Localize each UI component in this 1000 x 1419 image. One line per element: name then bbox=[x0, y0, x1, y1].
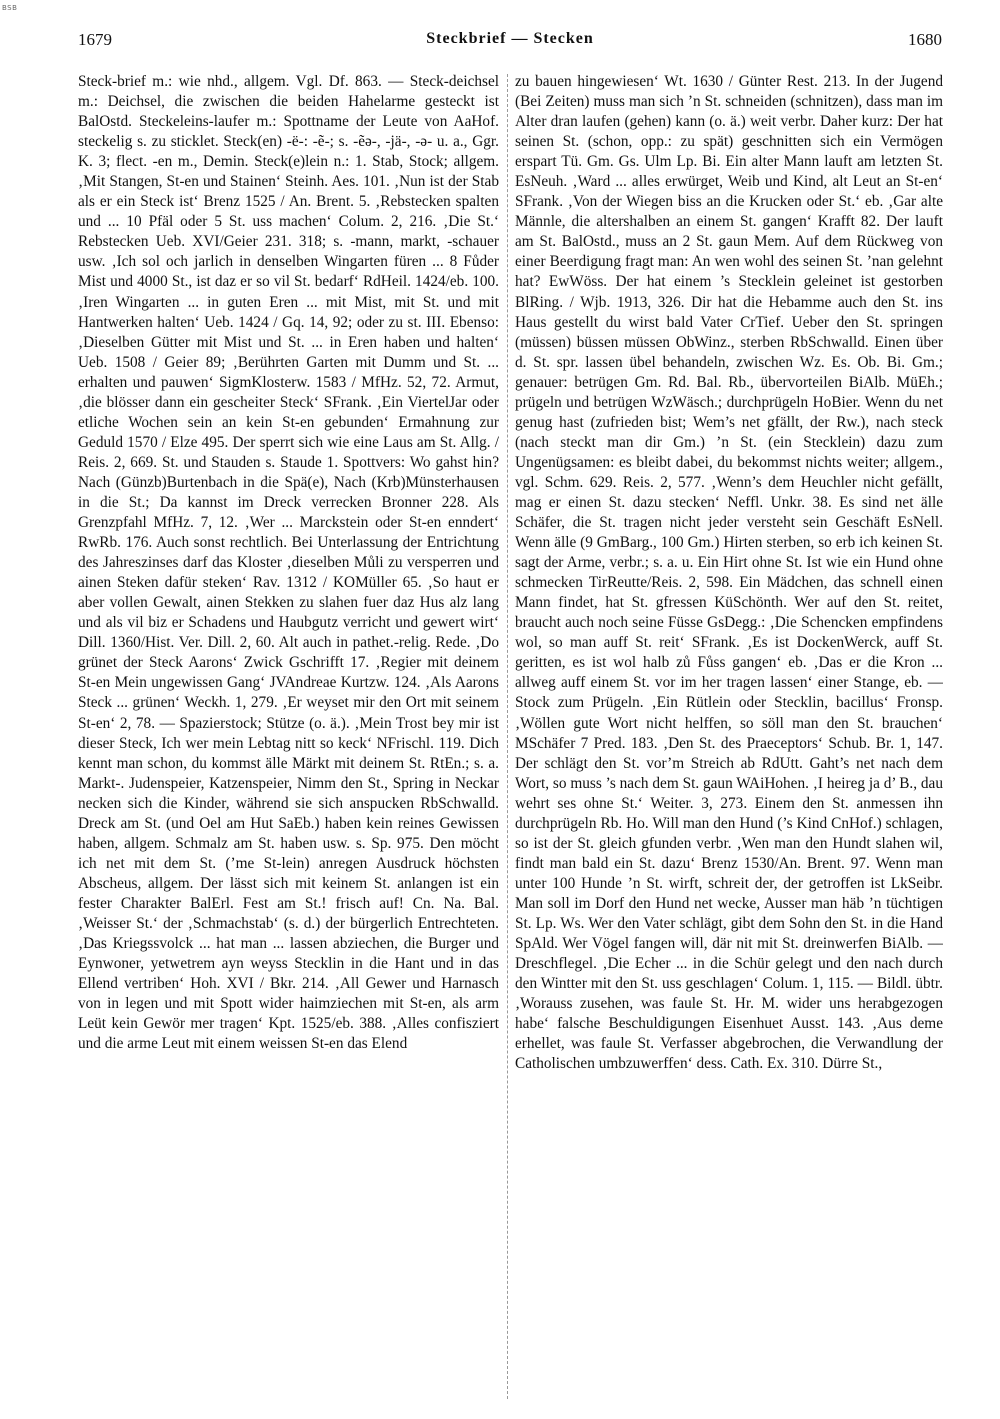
left-column bbox=[78, 72, 499, 1407]
right-column-text: zu bauen hingewiesen‘ Wt. 1630 / Günter Rest. 213. In der Jugend (Bei Zeiten) muss man sich ’n St. schneiden (schnitzen), dass man im Alter dran laufen (gehen) kann (o. ä.) weit verbr. Daher kurz: Der hat seinen St. (schon, opp.: zu spät) geschnitten sich ein Vermögen erspart Tü. Gm. Gs. Ulm Lp. Bi. Ein alter Mann lauft am letzten St. EsNeuh. ‚Ward ... alles erwürget, Weib und Kind, alt Leut an St-en‘ SFrank. ‚Von der Wiegen biss an die Krucken oder St.‘ eb. ‚Gar alte Männle, die altershalben an einem St. gangen‘ Krafft 82. Der lauft am St. BalOstd., muss an 2 St. gaun Mem. Auf dem Rückweg von einer Beerdigung fragt man: An wen wohl des seinen St. ’nan gelehnt hat? EwWöss. Der hat einem ’s Stecklein geleinet ist gestorben BlRing. / Wjb. 1913, 326. Dir hat die Hebamme auch den St. ins Haus gestellt du wirst bald Vater CrTief. Ueber den St. springen (müssen) büssen müssen ObWinz., sterben RbSchwalld. Einen über d. St. spr. lassen übel behandeln, zwischen Wz. Es. Ob. Bi. Gm.; genauer: betrügen Gm. Rd. Bal. Rb., übervorteilen BiAlb. MüEh.; prügeln und betrügen WzWäsch.; durchprügeln HoBier. Wenn du net genug hast (zufrieden bist; Wem’s net gfällt, der Rw.), nach steck (nach steckt man dir Gm.) ’n St. (ein Stecklein) dazu zum Ungenügsamen: es bleibt dabei, du bekommst nichts weiter; allgem., vgl. Schm. 629. Reis. 2, 577. ‚Wenn’s dem Heuchler nicht gefällt, mag er einen St. dazu stecken‘ Neffl. Unkr. 38. Es sind net älle Schäfer, die St. tragen nicht jeder versteht sein Geschäft EsNell. Wenn älle (9 GmBarg., 100 Gm.) Hirten sterben, so erb ich keinen St. sagt der Arme, verbr.; s. a. u. Ein Hirt ohne St. Ist wie ein Hund ohne schmecken TirReutte/Reis. 2, 598. Ein Mädchen, das schnell einen Mann findet, hat St. gfressen KüSchönth. Wer auf den St. reitet, braucht auch noch seine Füsse GsDegg.: ‚Die Schencken empfindens wol, so man auff St. reit‘ SFrank. ‚Es ist DockenWerck, auff St. geritten, es ist wol halb zů Fůss gangen‘ eb. ‚Das er die Kron ... allweg auff einem St. vor im her tragen lassen‘ einer Stange, eb. — Stock zum Prügeln. ‚Ein Rütlein oder Stecklin, bacillus‘ Fronsp. ‚Wöllen gute Wort nicht helffen, so söll man den St. brauchen‘ MSchäfer 7 Pred. 183. ‚Den St. des Praeceptors‘ Schub. Br. 1, 147. Der schlägt den St. vor’m Streich ab RdUtt. Gaht’s net nach dem Wort, so muss ’s nach dem St. gaun WAiHohen. ‚I heireg ja d’ B., dau wehrt ses ohne St.‘ Weiter. 3, 273. Einem den St. anmessen ihn durchprügeln Rb. Ho. Will man den Hund (’s Kind CnHof.) schlagen, so ist der St. gleich gfunden verbr. ‚Wen man den Hundt slahen wil, findt man bald ein St. dazu‘ Brenz 1530/An. Brent. 97. Wenn man unter 100 Hunde ’n St. wirft, schreit der, der getroffen ist LkSeibr. Man soll im Dorf den Hund net wecke, Ausser man häb ’n tüchtigen St. Lp. Ws. Wer den Vater schlägt, gibt dem Sohn den St. in die Hand SpAld. Wer Vögel fangen will, där nit mit St. dreinwerfen BiAlb. — Dreschflegel. ‚Die Echer ... in die Schür gelegt und den nach durch den Wintter mit den St. uss geschlagen‘ Colum. 1, 115. — Bildl. übtr. ‚Worauss zusehen, was faule St. Hr. M. wider uns herabgezogen habe‘ falsche Beschuldigungen Eisenhuet Ausst. 143. ‚Aus deme erhellet, was faule St. Verfasser abgebrochen, die Verwandlung der Catholischen umbzuwerffen‘ dess. Cath. Ex. 310. Dürre St., bbox=[515, 73, 943, 1073]
running-title: Steckbrief — Stecken bbox=[426, 30, 594, 47]
page-header bbox=[78, 30, 942, 54]
page-number-right: 1680 bbox=[908, 30, 942, 49]
page-number-left: 1679 bbox=[78, 30, 112, 49]
column-divider bbox=[507, 74, 508, 1399]
left-column-text: Steck-brief m.: wie nhd., allgem. Vgl. Df. 863. — Steck-deichsel m.: Deichsel, die zwischen die beiden Hahelarme gesteckt ist BalOstd. Steckeleins-laufer m.: Spottname der Leute von AaHof. steckelig s. zu sticklet. Steck(en) -ë-: -ẽ-; s. -ẽə-, -jä-, -ə- u. a., Ggr. K. 3; flect. -en m., Demin. Steck(e)lein n.: 1. Stab, Stock; allgem. ‚Mit Stangen, St-en und Stainen‘ Steinh. Aes. 101. ‚Nun ist der Stab als er ein Steck ist‘ Brenz 1525 / An. Brent. 5. ‚Rebstecken spalten und ... 10 Pfäl oder 5 St. uss machen‘ Colum. 2, 216. ‚Die St.‘ Rebstecken Ueb. XVI/Geier 231. 318; s. -mann, markt, -schauer usw. ‚Ich sol och jarlich in denselben Wingarten füren ... 8 Fůder Mist und 4000 St., ist daz er so vil St. bedarf‘ RdHeil. 1424/eb. 100. ‚Iren Wingarten ... in guten Eren ... mit Mist, mit St. und mit Hantwerken halten‘ Ueb. 1424 / Gq. 14, 92; oder zu st. III. Ebenso: ‚Dieselben Gütter mit Mist und St. ... in Eren haben und halten‘ Ueb. 1508 / Geier 89; ‚Berührten Garten mit Dumm und St. ... erhalten und pauwen‘ SigmKlosterw. 1583 / MfHz. 52, 72. Armut, ‚die blösser dann ein gescheiter Steck‘ SFrank. ‚Ein ViertelJar oder etliche Wochen sein an kein St-en gebunden‘ Ermahnung zur Geduld 1570 / Elze 495. Der sperrt sich wie eine Laus am St. Allg. / Reis. 2, 669. St. und Stauden s. Staude 1. Spottvers: Wo gahst hin? Nach (Günzb)Burtenbach in die Spä(e), Nach (Krb)Münsterhausen in die St.; Da kannst im Dreck verrecken Bronner 228. Als Grenzpfahl MfHz. 7, 12. ‚Wer ... Marckstein oder St-en enndert‘ RwRb. 176. Auch sonst rechtlich. Bei Unterlassung der Entrichtung des Jahreszinses darf das Kloster ‚dieselben Můli zu versperren und ainen Steken dafür steken‘ Rav. 1312 / KOMüller 65. ‚So haut er aber vollen Gewalt, ainen Stekken zu slahen fuer daz Hus alz lang und als vil biz er Schadens und Haubgutz verricht und gewert wirt‘ Dill. 1360/Hist. Ver. Dill. 2, 60. Alt auch in pathet.-relig. Rede. ‚Do grünet der Steck Aarons‘ Zwick Gschrifft 17. ‚Regier mit deinem St-en Mein ungewissen Gang‘ JVAndreae Kurtzw. 124. ‚Als Aarons Steck ... grünen‘ Weckh. 1, 279. ‚Er weyset mir den Ort mit seinem St-en‘ 2, 78. — Spazierstock; Stütze (o. ä.). ‚Mein Trost bey mir ist dieser Steck, Ich wer mein Lebtag nitt so keck‘ NFrischl. 119. Dich kennt man schon, du kommst älle Märkt mit deinem St. RtEn.; s. a. Markt-. Judenspeier, Katzenspeier, Nimm den St., Spring in Neckar necken sich die Kinder, während sie sich anspucken RbSchwalld. Dreck am St. (und Oel am Hut SaEb.) haben kein reines Gewissen haben, allgem. Schmalz am St. haben usw. s. Sp. 975. Den möcht ich net mit dem St. (’me St-lein) anregen Ausdruck höchsten Abscheus, allgem. Der lässt sich mit keinem St. anlangen ist ein fester Charakter BalErl. Fest am St.! frisch auf! Cn. Na. Bal. ‚Weisser St.‘ der ‚Schmachstab‘ (s. d.) der bürgerlich Entrechteten. ‚Das Kriegssvolck ... hat man ... lassen abziechen, die Burger und Eynwoner, yetwetrem ayn weyss Stecklin in die Hant und in das Ellend vertriben‘ Hoh. XVI / Bkr. 214. ‚All Gewer und Harnasch von in legen und mit Spott wider haimziechen mit St-en, als arm Leüt kein Gewör mer tragen‘ Kpt. 1525/eb. 388. ‚Alles confisziert und die arme Leut mit einem weissen St-en das Elend bbox=[78, 73, 499, 1053]
library-stamp: BSB bbox=[2, 4, 18, 12]
right-column bbox=[515, 72, 943, 1407]
